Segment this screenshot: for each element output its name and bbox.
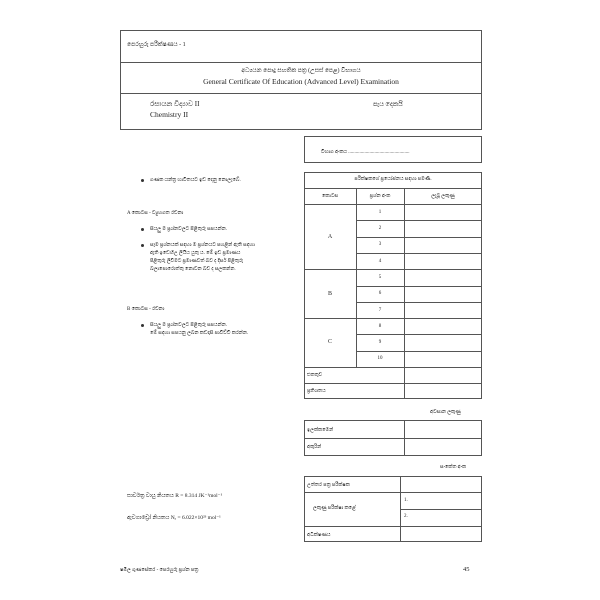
table-line: [304, 188, 482, 189]
partB-instruction-1b: මේ සඳහා සපයනු ලබන කඩදාසි පාවිච්චි කරන්න.: [150, 331, 249, 336]
page-number: 45: [463, 566, 470, 573]
table-line: [304, 269, 482, 270]
partA-instruction-2b: ඇති ඉඩෙහිඋ ලියිය යුතු ය. මේ ඉඩ ප්‍රමාණය: [150, 251, 241, 256]
duration: පැය දෙකයි: [373, 101, 403, 108]
partB-instruction-1a: සියලු ම ප්‍රශ්නවලට පිළිතුරු සපයන්න.: [150, 323, 228, 328]
code-heading: සංකේත අංක: [440, 465, 467, 470]
table-line: [356, 351, 482, 352]
q9: 9: [378, 340, 382, 345]
table-line: [400, 476, 401, 542]
q3: 3: [378, 242, 382, 247]
col-part-header: කොටස: [321, 194, 339, 199]
table-line: [304, 367, 482, 368]
table-line: [356, 302, 482, 303]
final-marks-digits: ඉලක්කමෙන්: [307, 428, 334, 433]
table-line: [304, 526, 482, 527]
total-label: එකතුව: [307, 373, 323, 378]
final-marks-heading: අවසාන ලකුණු: [430, 410, 461, 415]
table-line: [356, 237, 482, 238]
bullet-icon: [141, 324, 144, 327]
col-marks-header: ලැබූ ලකුණු: [431, 194, 455, 199]
bullet-icon: [141, 228, 144, 231]
q8: 8: [378, 324, 382, 329]
bullet-icon: [141, 244, 144, 247]
table-line: [356, 253, 482, 254]
q4: 4: [378, 259, 382, 264]
section-A: A: [327, 234, 333, 240]
col-question-header: ප්‍රශ්න අංක: [369, 194, 391, 199]
footer-left: ෂමිල ගුණසේකර - පෙරහුරු ප්‍රශ්න පත්‍ර: [120, 568, 199, 573]
table-line: [304, 383, 482, 384]
partA-instruction-2c: පිළිතුරු ලිවීමට ප්‍රමාණවත් බව ද දීර්ඝ පිළිතුරු: [150, 259, 244, 264]
table-line: [404, 420, 405, 456]
paper-label: පෙරහුරු පරීක්ෂණය - 1: [127, 42, 186, 48]
code-examiner: උත්තර පත්‍ර පරීක්ෂක: [307, 483, 350, 488]
q2: 2: [378, 226, 382, 231]
table-line: [356, 220, 482, 221]
percent-label: ප්‍රතිශතය: [307, 389, 326, 394]
bullet-icon: [141, 179, 144, 182]
q5: 5: [378, 275, 382, 280]
partA-title: A කොටස - ව්‍යුහගත රචනා: [127, 211, 184, 216]
code-checked-2: 2.: [404, 514, 408, 519]
code-checked: ලකුණු පරීක්ෂා කළේ: [313, 506, 356, 511]
table-line: [400, 509, 482, 510]
exam-title: General Certificate Of Education (Advanced Level) Examination: [203, 77, 399, 86]
section-C: C: [327, 339, 332, 345]
section-B: B: [327, 291, 332, 297]
header-divider-1: [120, 62, 482, 63]
table-line: [304, 318, 482, 319]
q1: 1: [378, 210, 382, 215]
code-supervised: අධීක්ෂණය: [307, 533, 331, 538]
q6: 6: [378, 291, 382, 296]
gas-constant: සාර්වත්‍ර වායු නියතය R = 8.314 JK⁻¹mol⁻¹: [127, 493, 223, 499]
table-line: [356, 334, 482, 335]
q7: 7: [378, 308, 382, 313]
partB-title: B කොටස - රචනා: [127, 307, 165, 312]
final-marks-words: අකුරින්: [307, 445, 322, 450]
marks-table-title: පරීක්ෂකගේ ප්‍රයෝජනය සඳහා පමණි.: [354, 177, 432, 182]
code-checked-1: 1.: [404, 498, 408, 503]
table-line: [304, 204, 482, 205]
header-divider-2: [120, 93, 482, 94]
q10: 10: [377, 356, 383, 361]
avogadro-constant: ඇවගාඩ්‍රෝ නියතය Nₐ = 6.022×10²³ mol⁻¹: [127, 515, 221, 521]
dept-sinhala: අධ්‍යයන පොදු සහතික පත්‍ර (උසස් පෙළ) විභාගය: [241, 68, 361, 74]
partA-instruction-2a: සෑම ප්‍රශ්නයක් සඳහා ම ප්‍රශ්නයට පහළින් ඇති සඳහා: [150, 243, 255, 248]
table-line: [304, 438, 482, 439]
table-line: [356, 286, 482, 287]
subject-si: රසායන විද්‍යාව II: [150, 100, 200, 108]
calculator-note: ගණක යන්ත්‍ර භාවිතයට ඉඩ දෙනු නොලැබේ.: [150, 178, 241, 183]
partA-instruction-2d: බලාපොරොත්තු නොවන බව ද සලකන්න.: [150, 267, 236, 272]
index-number-label: විභාග අංකය .................................................: [321, 150, 410, 155]
table-line: [304, 492, 482, 493]
partA-instruction-1: සියලු ම ප්‍රශ්නවලට පිළිතුරු සපයන්න.: [150, 227, 228, 232]
subject-en: Chemistry II: [150, 110, 189, 119]
